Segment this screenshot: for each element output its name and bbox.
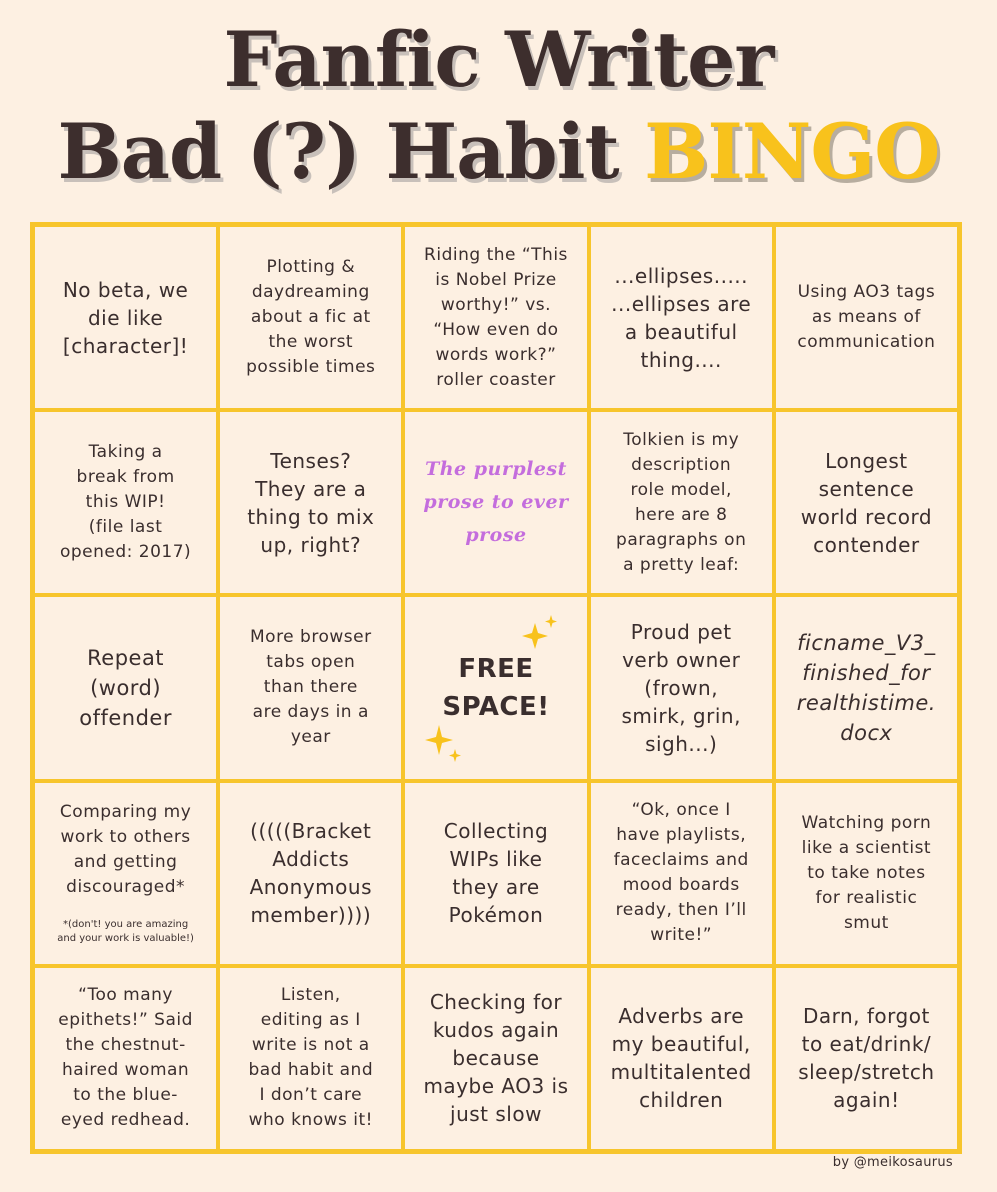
bingo-grid <box>30 222 962 1154</box>
bingo-cell-nobel-prize <box>403 225 588 410</box>
cell-text: “Too many epithets!” Said the chestnut- haired woman to the blue- eyed redhead. <box>58 985 193 1131</box>
sparkle-icon <box>517 613 561 657</box>
bingo-cell-collecting-wips <box>403 781 588 966</box>
bingo-cell-editing <box>218 966 403 1151</box>
bingo-cell-brackets <box>218 781 403 966</box>
bingo-cell-taking-break <box>33 410 218 595</box>
bingo-cell-ficname <box>774 595 959 780</box>
cell-text: (((((Bracket Addicts Anonymous member)))) <box>249 819 372 928</box>
cell-text: Listen, editing as I write is not a bad habit and I don’t care who knows it! <box>248 985 374 1131</box>
cell-text: Darn, forgot to eat/drink/ sleep/stretch again! <box>798 1004 935 1113</box>
bingo-cell-free-space <box>403 595 588 780</box>
cell-text: Plotting & daydreaming about a fic at the worst possible times <box>246 257 376 378</box>
byline: by @meikosaurus <box>832 1155 953 1170</box>
bingo-cell-scientist <box>774 781 959 966</box>
bingo-cell-no-beta <box>33 225 218 410</box>
bingo-cell-repeat-offender <box>33 595 218 780</box>
page-title <box>0 14 997 198</box>
sparkle-icon <box>425 721 469 769</box>
bingo-cell-playlists <box>589 781 774 966</box>
bingo-cell-browser-tabs <box>218 595 403 780</box>
bingo-cell-comparing <box>33 781 218 966</box>
title-line-2-prefix: Bad (?) Habit <box>57 107 645 196</box>
bingo-cell-plotting <box>218 225 403 410</box>
cell-text: Adverbs are my beautiful, multitalented children <box>610 1004 752 1113</box>
bingo-cell-pet-verb <box>589 595 774 780</box>
bingo-cell-adverbs <box>589 966 774 1151</box>
cell-text: Watching porn like a scientist to take notes for realistic smut <box>801 812 932 933</box>
bingo-cell-tolkien <box>589 410 774 595</box>
cell-text: Comparing my work to others and getting discouraged* <box>59 802 192 898</box>
cell-text: “Ok, once I have playlists, faceclaims and mood boards ready, then I’ll write!” <box>613 800 749 946</box>
title-bingo-highlight: BINGO <box>644 107 940 196</box>
cell-text: Checking for kudos again because maybe AO3 is just slow <box>423 990 569 1127</box>
cell-text: Using AO3 tags as means of communication <box>797 282 936 353</box>
cell-text: Riding the “This is Nobel Prize worthy!” vs. “How even do words work?” roller coaster <box>424 244 568 390</box>
bingo-cell-longest-sentence <box>774 410 959 595</box>
cell-footnote: *(don't! you are amazing and your work is valuable!) <box>57 919 194 945</box>
bingo-cell-kudos <box>403 966 588 1151</box>
bingo-cell-ellipses <box>589 225 774 410</box>
cell-text: The purplest prose to ever prose <box>423 458 569 547</box>
cell-text: ficname_V3_ finished_for realthistime. docx <box>796 630 936 745</box>
bingo-cell-purple-prose <box>403 410 588 595</box>
bingo-cell-tenses <box>218 410 403 595</box>
cell-text: Repeat (word) offender <box>79 645 172 730</box>
cell-text: Longest sentence world record contender <box>800 448 933 557</box>
title-line-1: Fanfic Writer <box>223 15 774 104</box>
title-line-2 <box>0 106 997 198</box>
cell-text: Collecting WIPs like they are Pokémon <box>443 819 549 928</box>
bingo-cell-forgot-to-eat <box>774 966 959 1151</box>
cell-text: No beta, we die like [character]! <box>62 277 189 358</box>
cell-text: Proud pet verb owner (frown, smirk, grin, sigh...) <box>621 619 741 756</box>
cell-text: FREE SPACE! <box>442 653 550 722</box>
cell-text: ...ellipses..... ...ellipses are a beautiful thing.... <box>611 263 752 372</box>
bingo-cell-epithets <box>33 966 218 1151</box>
cell-text: More browser tabs open than there are days in a year <box>250 627 372 748</box>
cell-text: Taking a break from this WIP! (file last opened: 2017) <box>59 442 192 563</box>
cell-text: Tenses? They are a thing to mix up, right? <box>247 448 375 557</box>
bingo-cell-ao3-tags <box>774 225 959 410</box>
cell-text: Tolkien is my description role model, here are 8 paragraphs on a pretty leaf: <box>616 429 747 575</box>
